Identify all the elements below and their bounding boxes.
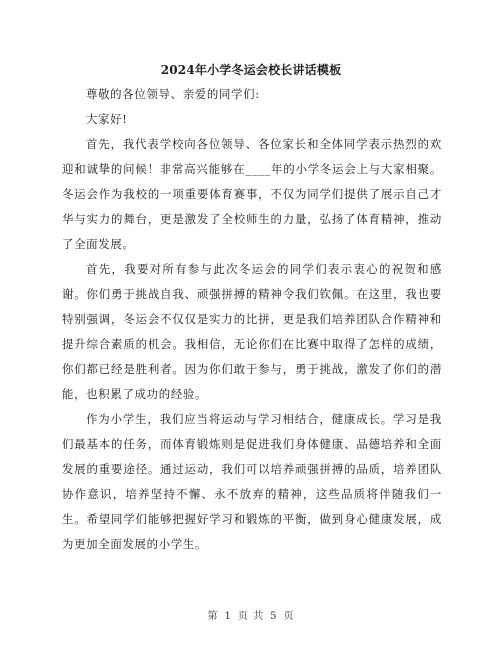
footer-middle: 页 共: [237, 611, 265, 622]
salutation: 大家好!: [86, 112, 128, 126]
footer-page-number: 1: [224, 611, 232, 622]
footer-suffix: 页: [283, 611, 295, 622]
footer-prefix: 第: [207, 611, 219, 622]
greeting: 尊敬的各位领导、亲爱的同学们:: [86, 87, 260, 101]
document-title: 2024年小学冬运会校长讲话模板: [160, 63, 342, 77]
paragraph-3: 作为小学生，我们应当将运动与学习相结合，健康成长。学习是我们最基本的任务，而体育锻炼则是促进我们身体健康、品德培养和全面发展的重要途径。通过运动，我们可以培养顽强拼搏的品质，培养团队协作意识，培养坚持不懈、永不放弃的精神，这些品质将伴随我们一生。希望同学们能够把握好学习和锻炼的平衡，做到身心健康发展，成为更加全面发展的小学生。: [62, 412, 442, 551]
page-footer: [0, 607, 502, 622]
document-body: [62, 82, 442, 557]
paragraph-2: 首先，我要对所有参与此次冬运会的同学们表示衷心的祝贺和感谢。你们勇于挑战自我、顽强拼搏的精神令我们钦佩。在这里，我也要特别强调，冬运会不仅仅是实力的比拼，更是我们培养团队合作精神和提升综合素质的机会。我相信，无论你们在比赛中取得了怎样的成绩，你们都已经是胜利者。因为你们敢于参与，勇于挑战，激发了你们的潜能，也积累了成功的经验。: [62, 262, 442, 401]
footer-total-pages: 5: [270, 611, 278, 622]
paragraph-1: 首先，我代表学校向各位领导、各位家长和全体同学表示热烈的欢迎和诚挚的问候！非常高兴能够在____年的小学冬运会上与大家相聚。冬运会作为我校的一项重要体育赛事，不仅为同学们提供了展示自己才华与实力的舞台，更是激发了全校师生的力量，弘扬了体育精神，推动了全面发展。: [62, 137, 442, 251]
